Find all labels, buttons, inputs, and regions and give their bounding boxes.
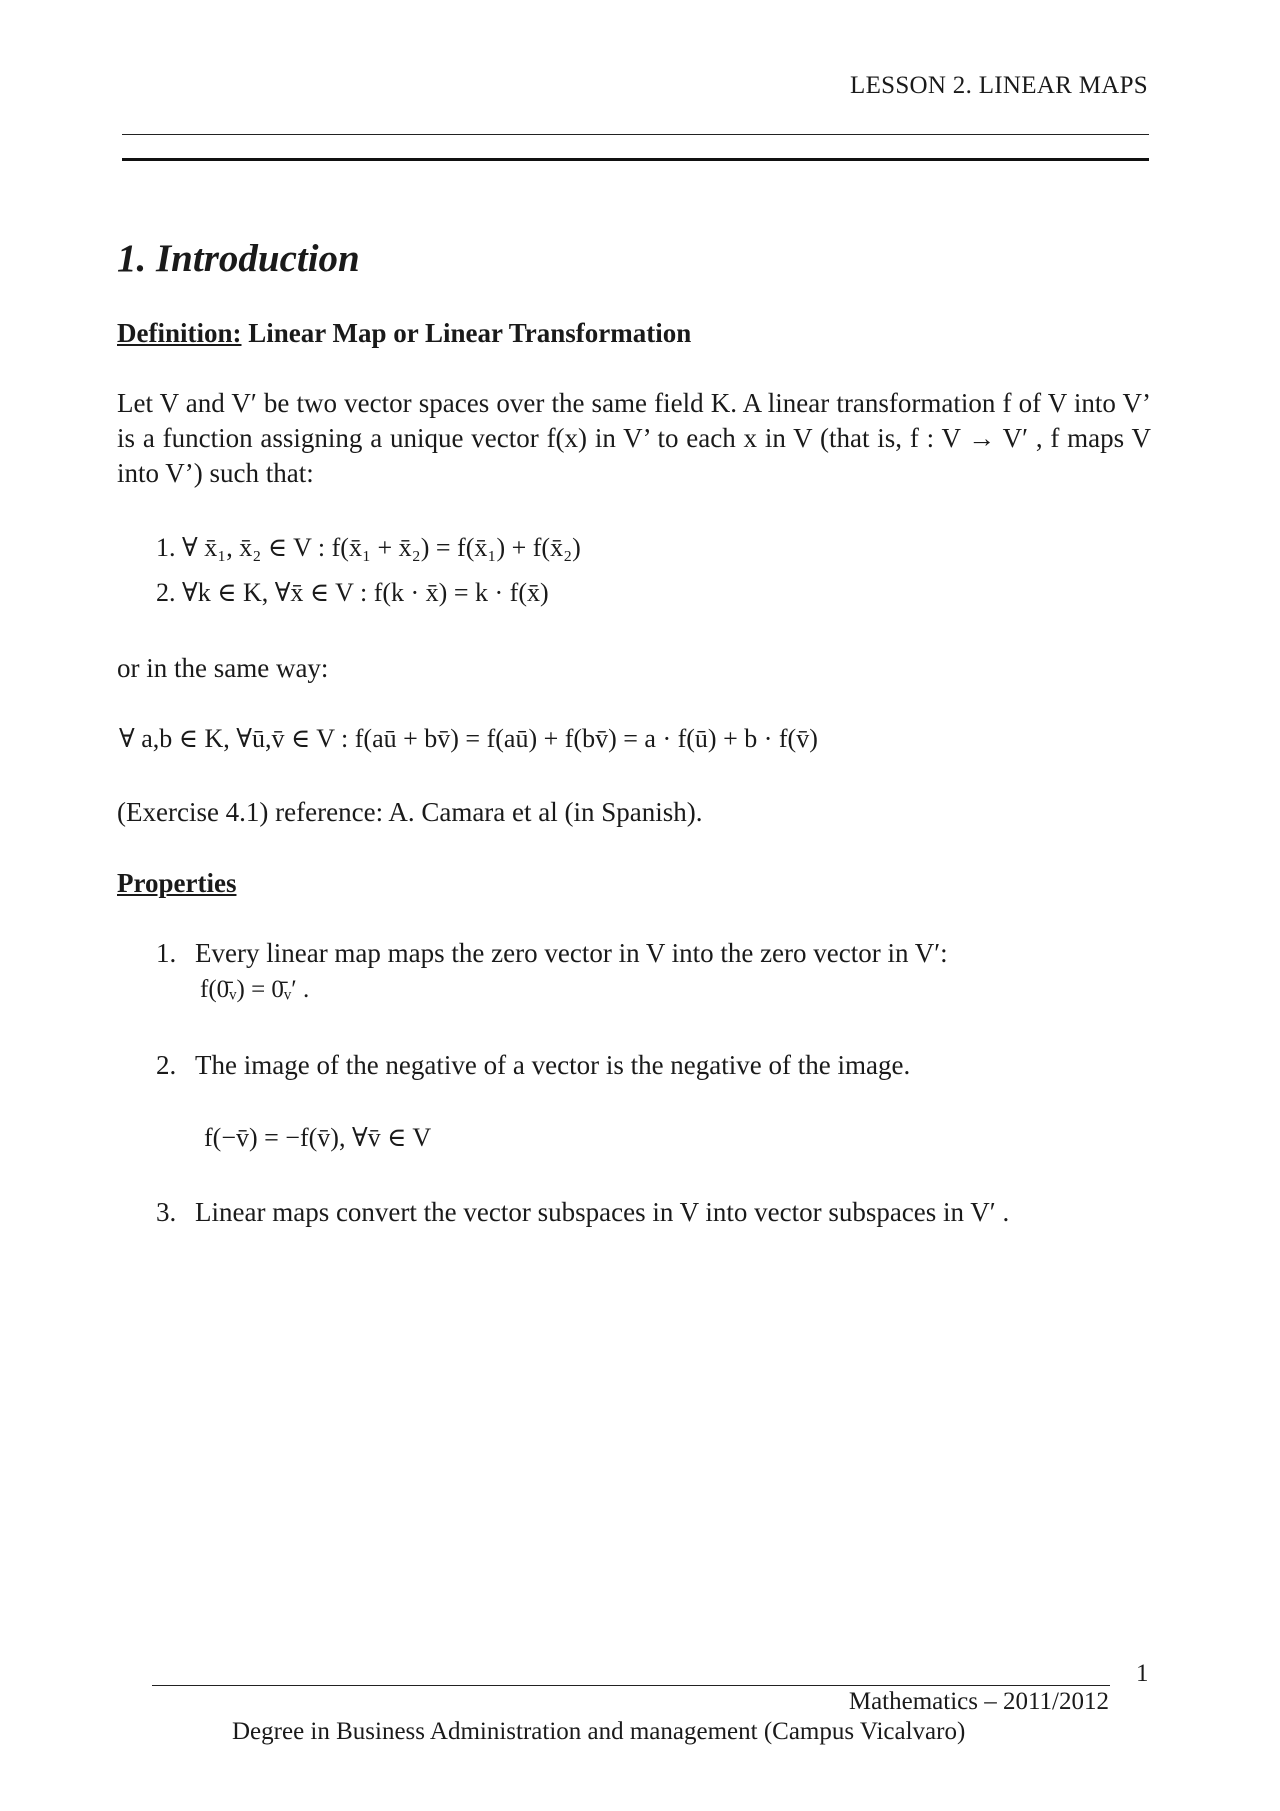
property-text: Linear maps convert the vector subspaces in V into vector subspaces in V′ . — [195, 1197, 1010, 1227]
property-text: Every linear map maps the zero vector in V into the zero vector in V′: — [195, 938, 948, 968]
footer-course: Mathematics – 2011/2012 — [848, 1688, 1109, 1715]
definition-heading — [117, 318, 691, 349]
header-rule-thick — [122, 158, 1149, 161]
footer-rule — [152, 1685, 1110, 1686]
property-number: 1. — [156, 938, 177, 968]
property-item — [156, 936, 1151, 971]
linearity-condition-additivity: 1. ∀ x̄₁, x̄₂ ∈ V : f(x̄₁ + x̄₂) = f(x̄₁) + f(x̄₂) — [156, 533, 581, 562]
section-title: 1. Introduction — [117, 237, 360, 280]
property-number: 3. — [156, 1197, 177, 1227]
footer-degree: Degree in Business Administration and management (Campus Vicalvaro) — [232, 1718, 966, 1745]
properties-heading: Properties — [117, 868, 237, 898]
property-formula: f(0̄ᵥ) = 0̄ᵥ′ . — [200, 976, 310, 1003]
property-number: 2. — [156, 1050, 177, 1080]
property-item — [156, 1048, 1151, 1083]
definition-keyword: Definition: — [117, 318, 242, 348]
page-number: 1 — [1136, 1660, 1149, 1687]
header-rule-thin — [122, 134, 1149, 135]
property-text: The image of the negative of a vector is the negative of the image. — [195, 1050, 911, 1080]
combined-linearity-condition: ∀ a,b ∈ K, ∀ū,v̄ ∈ V : f(aū + bv̄) = f(aū) + f(bv̄) = a · f(ū) + b · f(v̄) — [119, 724, 818, 753]
definition-text: Let V and V′ be two vector spaces over the same field K. A linear transformation f of V into V’ is a function assigning a unique vector f(x) in V’ to each x in V (that is, f : V → V′ , f maps V into V’) such that: — [117, 388, 1151, 488]
property-formula: f(−v̄) = −f(v̄), ∀v̄ ∈ V — [204, 1123, 432, 1152]
linearity-condition-homogeneity: 2. ∀k ∈ K, ∀x̄ ∈ V : f(k · x̄) = k · f(x̄) — [156, 578, 549, 607]
same-way-text: or in the same way: — [117, 653, 329, 683]
exercise-reference: (Exercise 4.1) reference: A. Camara et al (in Spanish). — [117, 797, 703, 827]
running-header: LESSON 2. LINEAR MAPS — [850, 72, 1148, 99]
definition-title: Linear Map or Linear Transformation — [248, 318, 692, 348]
property-item — [156, 1195, 1151, 1230]
